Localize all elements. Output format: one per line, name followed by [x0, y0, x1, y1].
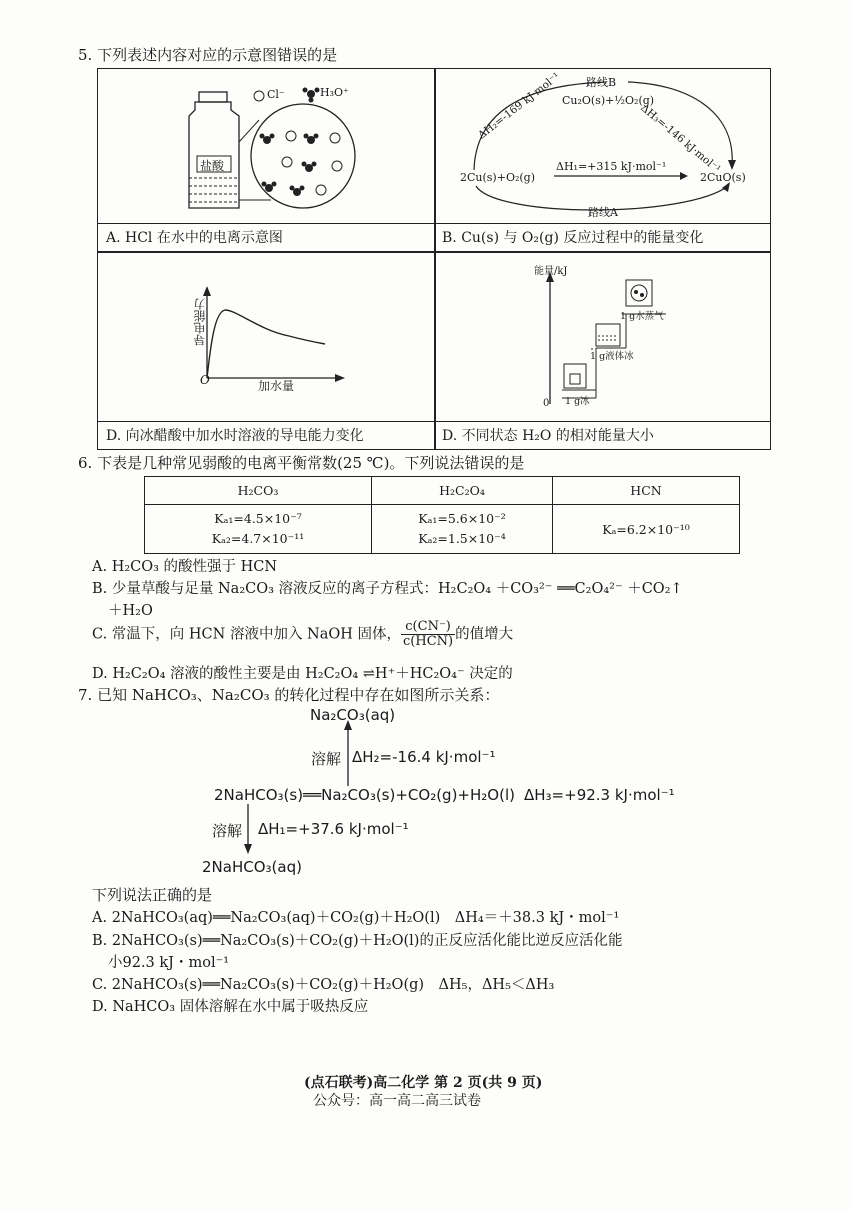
q5-stem: 5. 下列表述内容对应的示意图错误的是 — [78, 46, 338, 64]
intermediate-species: Cu₂O(s)+½O₂(g) — [562, 94, 655, 107]
header-h2c2o4: H₂C₂O₄ — [372, 477, 553, 505]
hcn-ka: Kₐ=6.2×10⁻¹⁰ — [602, 521, 690, 537]
reactant-label: 2Cu(s)+O₂(g) — [460, 171, 535, 184]
dh3-label: ΔH₃=-146 kJ·mol⁻¹ — [638, 102, 723, 176]
route-a-label: 路线A — [588, 206, 618, 219]
h2co3-ka1: Kₐ₁=4.5×10⁻⁷ — [214, 511, 302, 526]
q7-dh3: ΔH₃=+92.3 kJ·mol⁻¹ — [524, 786, 675, 804]
cell-h2co3 — [145, 505, 372, 554]
q7-dissolve-2: 溶解 — [212, 822, 243, 840]
h2c2o4-ka1: Kₐ₁=5.6×10⁻² — [418, 511, 506, 526]
panel-d-figure — [436, 252, 768, 420]
energy-ylabel: 能量/kJ — [534, 266, 568, 277]
q6-option-c-post: 的值增大 — [455, 626, 514, 643]
q7-option-a: A. 2NaHCO₃(aq)══Na₂CO₃(aq)＋CO₂(g)＋H₂O(l) ΔH₄＝＋38.3 kJ・mol⁻¹ — [92, 910, 620, 926]
q7-option-b: B. 2NaHCO₃(s)══Na₂CO₃(s)＋CO₂(g)＋H₂O(l)的正反应活化能比逆反应活化能 — [92, 933, 623, 949]
page-footer-note: 公众号：高一高二高三试卷 — [313, 1093, 481, 1109]
product-label: 2CuO(s) — [700, 171, 746, 184]
panel-a-caption: A. HCl 在水中的电离示意图 — [106, 230, 283, 246]
q7-bottom-species: 2NaHCO₃(aq) — [202, 858, 302, 876]
cn-ratio-den: c(HCN) — [403, 634, 454, 649]
h2co3-ka2: Kₐ₂=4.7×10⁻¹¹ — [211, 531, 305, 546]
dh1-label: ΔH₁=+315 kJ·mol⁻¹ — [556, 160, 667, 173]
liquid-label: 1 g液体冰 — [590, 351, 634, 362]
cn-ratio — [401, 620, 455, 649]
energy-zero: 0 — [543, 398, 550, 409]
cell-hcn — [553, 505, 740, 554]
q6-option-c-pre: C. 常温下，向 HCN 溶液中加入 NaOH 固体， — [92, 626, 402, 643]
panel-d-caption: D. 不同状态 H₂O 的相对能量大小 — [442, 428, 654, 444]
route-b-label: 路线B — [586, 76, 617, 89]
conductivity-ylabel: 导电能力 — [193, 298, 207, 346]
q7-main-equation: 2NaHCO₃(s)══Na₂CO₃(s)+CO₂(g)+H₂O(l) — [214, 786, 515, 804]
ice-label: 1 g冰 — [565, 396, 590, 407]
q6-option-d: D. H₂C₂O₄ 溶液的酸性主要是由 H₂C₂O₄ ⇌H⁺＋HC₂O₄⁻ 决定的 — [92, 666, 513, 682]
q7-top-species: Na₂CO₃(aq) — [310, 706, 396, 724]
vapor-label: 1 g水蒸气 — [620, 311, 664, 322]
h2c2o4-ka2: Kₐ₂=1.5×10⁻⁴ — [418, 531, 506, 546]
bottle-label: 盐酸 — [200, 159, 225, 173]
q6-option-c — [92, 620, 513, 649]
page-footer: (点石联考)高二化学 第 2 页(共 9 页) — [304, 1075, 543, 1091]
panel-c-caption: D. 向冰醋酸中加水时溶液的导电能力变化 — [106, 428, 364, 444]
panel-b-figure — [436, 70, 768, 222]
panel-c-chart — [99, 252, 433, 420]
cn-ratio-num: c(CN⁻) — [401, 620, 455, 635]
legend-h3o: H₃O⁺ — [320, 86, 349, 99]
ka-table — [144, 476, 740, 554]
cell-h2c2o4 — [372, 505, 553, 554]
dh2-label: ΔH₂=-169 kJ·mol⁻¹ — [476, 70, 563, 142]
header-hcn: HCN — [553, 477, 740, 505]
q6-stem: 6. 下表是几种常见弱酸的电离平衡常数(25 ℃)。下列说法错误的是 — [78, 454, 525, 472]
q7-dh2: ΔH₂=-16.4 kJ·mol⁻¹ — [352, 748, 496, 766]
q7-dissolve-1: 溶解 — [311, 750, 342, 768]
legend-cl: Cl⁻ — [267, 88, 285, 101]
q6-option-a: A. H₂CO₃ 的酸性强于 HCN — [92, 559, 278, 575]
q7-stem: 7. 已知 NaHCO₃、Na₂CO₃ 的转化过程中存在如图所示关系： — [78, 686, 500, 704]
q6-option-b-cont: ＋H₂O — [108, 603, 153, 619]
q7-dh1: ΔH₁=+37.6 kJ·mol⁻¹ — [258, 820, 409, 838]
conductivity-xlabel: 加水量 — [258, 379, 295, 393]
q7-option-b-cont: 小92.3 kJ・mol⁻¹ — [108, 955, 230, 971]
panel-a-figure — [99, 70, 433, 222]
conductivity-origin: O — [200, 373, 210, 387]
q7-prompt: 下列说法正确的是 — [92, 886, 213, 904]
q7-option-d: D. NaHCO₃ 固体溶解在水中属于吸热反应 — [92, 999, 369, 1015]
panel-b-caption: B. Cu(s) 与 O₂(g) 反应过程中的能量变化 — [442, 230, 704, 246]
q6-option-b: B. 少量草酸与足量 Na₂CO₃ 溶液反应的离子方程式：H₂C₂O₄ ＋CO₃²⁻ ══C₂O₄²⁻ ＋CO₂↑ — [92, 581, 683, 597]
header-h2co3: H₂CO₃ — [145, 477, 372, 505]
q7-option-c: C. 2NaHCO₃(s)══Na₂CO₃(s)＋CO₂(g)＋H₂O(g) ΔH₅，ΔH₅＜ΔH₃ — [92, 977, 555, 993]
